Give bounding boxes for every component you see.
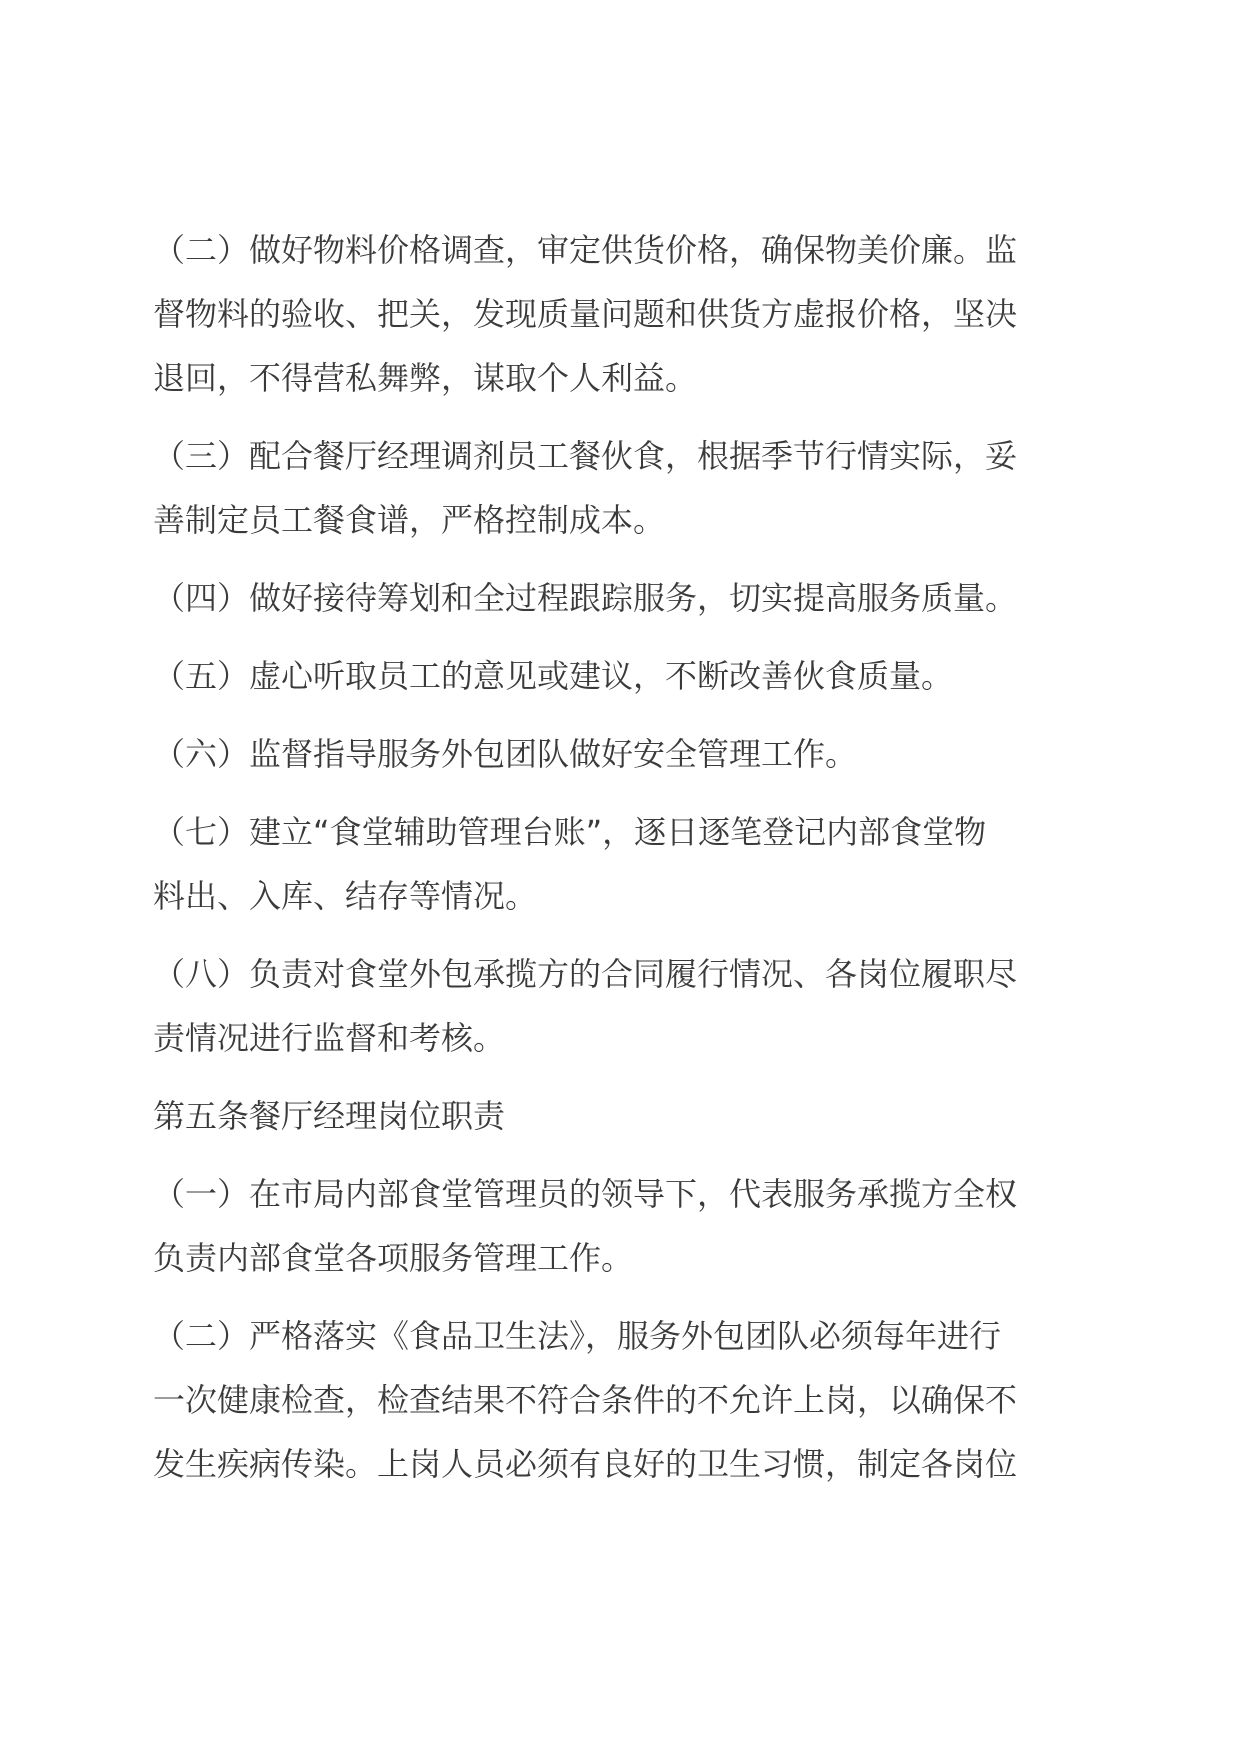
text-line: 督物料的验收、把关，发现质量问题和供货方虚报价格，坚决 (153, 295, 1018, 333)
text-line: （二）做好物料价格调查，审定供货价格，确保物美价廉。监 (153, 231, 1018, 269)
text-line: （二）严格落实《食品卫生法》，服务外包团队必须每年进行 (153, 1317, 1002, 1355)
text-line: 一次健康检查，检查结果不符合条件的不允许上岗，以确保不 (153, 1381, 1018, 1419)
paragraph-contract-supervision (153, 942, 1089, 1070)
text-line: 发生疾病传染。上岗人员必须有良好的卫生习惯，制定各岗位 (153, 1445, 1018, 1483)
text-line: 责情况进行监督和考核。 (153, 1019, 506, 1057)
paragraph-food-hygiene (153, 1304, 1089, 1496)
article-heading (153, 1084, 1089, 1148)
text-line: （六）监督指导服务外包团队做好安全管理工作。 (153, 735, 858, 773)
document-body (153, 218, 1089, 1510)
text-line: 退回，不得营私舞弊，谋取个人利益。 (153, 359, 698, 397)
paragraph-manager-leadership (153, 1162, 1089, 1290)
paragraph-ledger (153, 800, 1089, 928)
text-line: （五）虚心听取员工的意见或建议，不断改善伙食质量。 (153, 657, 954, 695)
paragraph-feedback (153, 644, 1089, 708)
paragraph-safety (153, 722, 1089, 786)
text-line: （四）做好接待筹划和全过程跟踪服务，切实提高服务质量。 (153, 579, 1018, 617)
text-line: （三）配合餐厅经理调剂员工餐伙食，根据季节行情实际，妥 (153, 437, 1018, 475)
text-line: 负责内部食堂各项服务管理工作。 (153, 1239, 634, 1277)
paragraph-staff-meals (153, 424, 1089, 552)
text-line: 料出、入库、结存等情况。 (153, 877, 538, 915)
paragraph-price-survey (153, 218, 1089, 410)
text-line: （七）建立“食堂辅助管理台账”，逐日逐笔登记内部食堂物 (153, 813, 987, 851)
article-title: 第五条餐厅经理岗位职责 (153, 1097, 506, 1135)
text-line: （八）负责对食堂外包承揽方的合同履行情况、各岗位履职尽 (153, 955, 1018, 993)
text-line: （一）在市局内部食堂管理员的领导下，代表服务承揽方全权 (153, 1175, 1018, 1213)
paragraph-reception (153, 566, 1089, 630)
text-line: 善制定员工餐食谱，严格控制成本。 (153, 501, 666, 539)
